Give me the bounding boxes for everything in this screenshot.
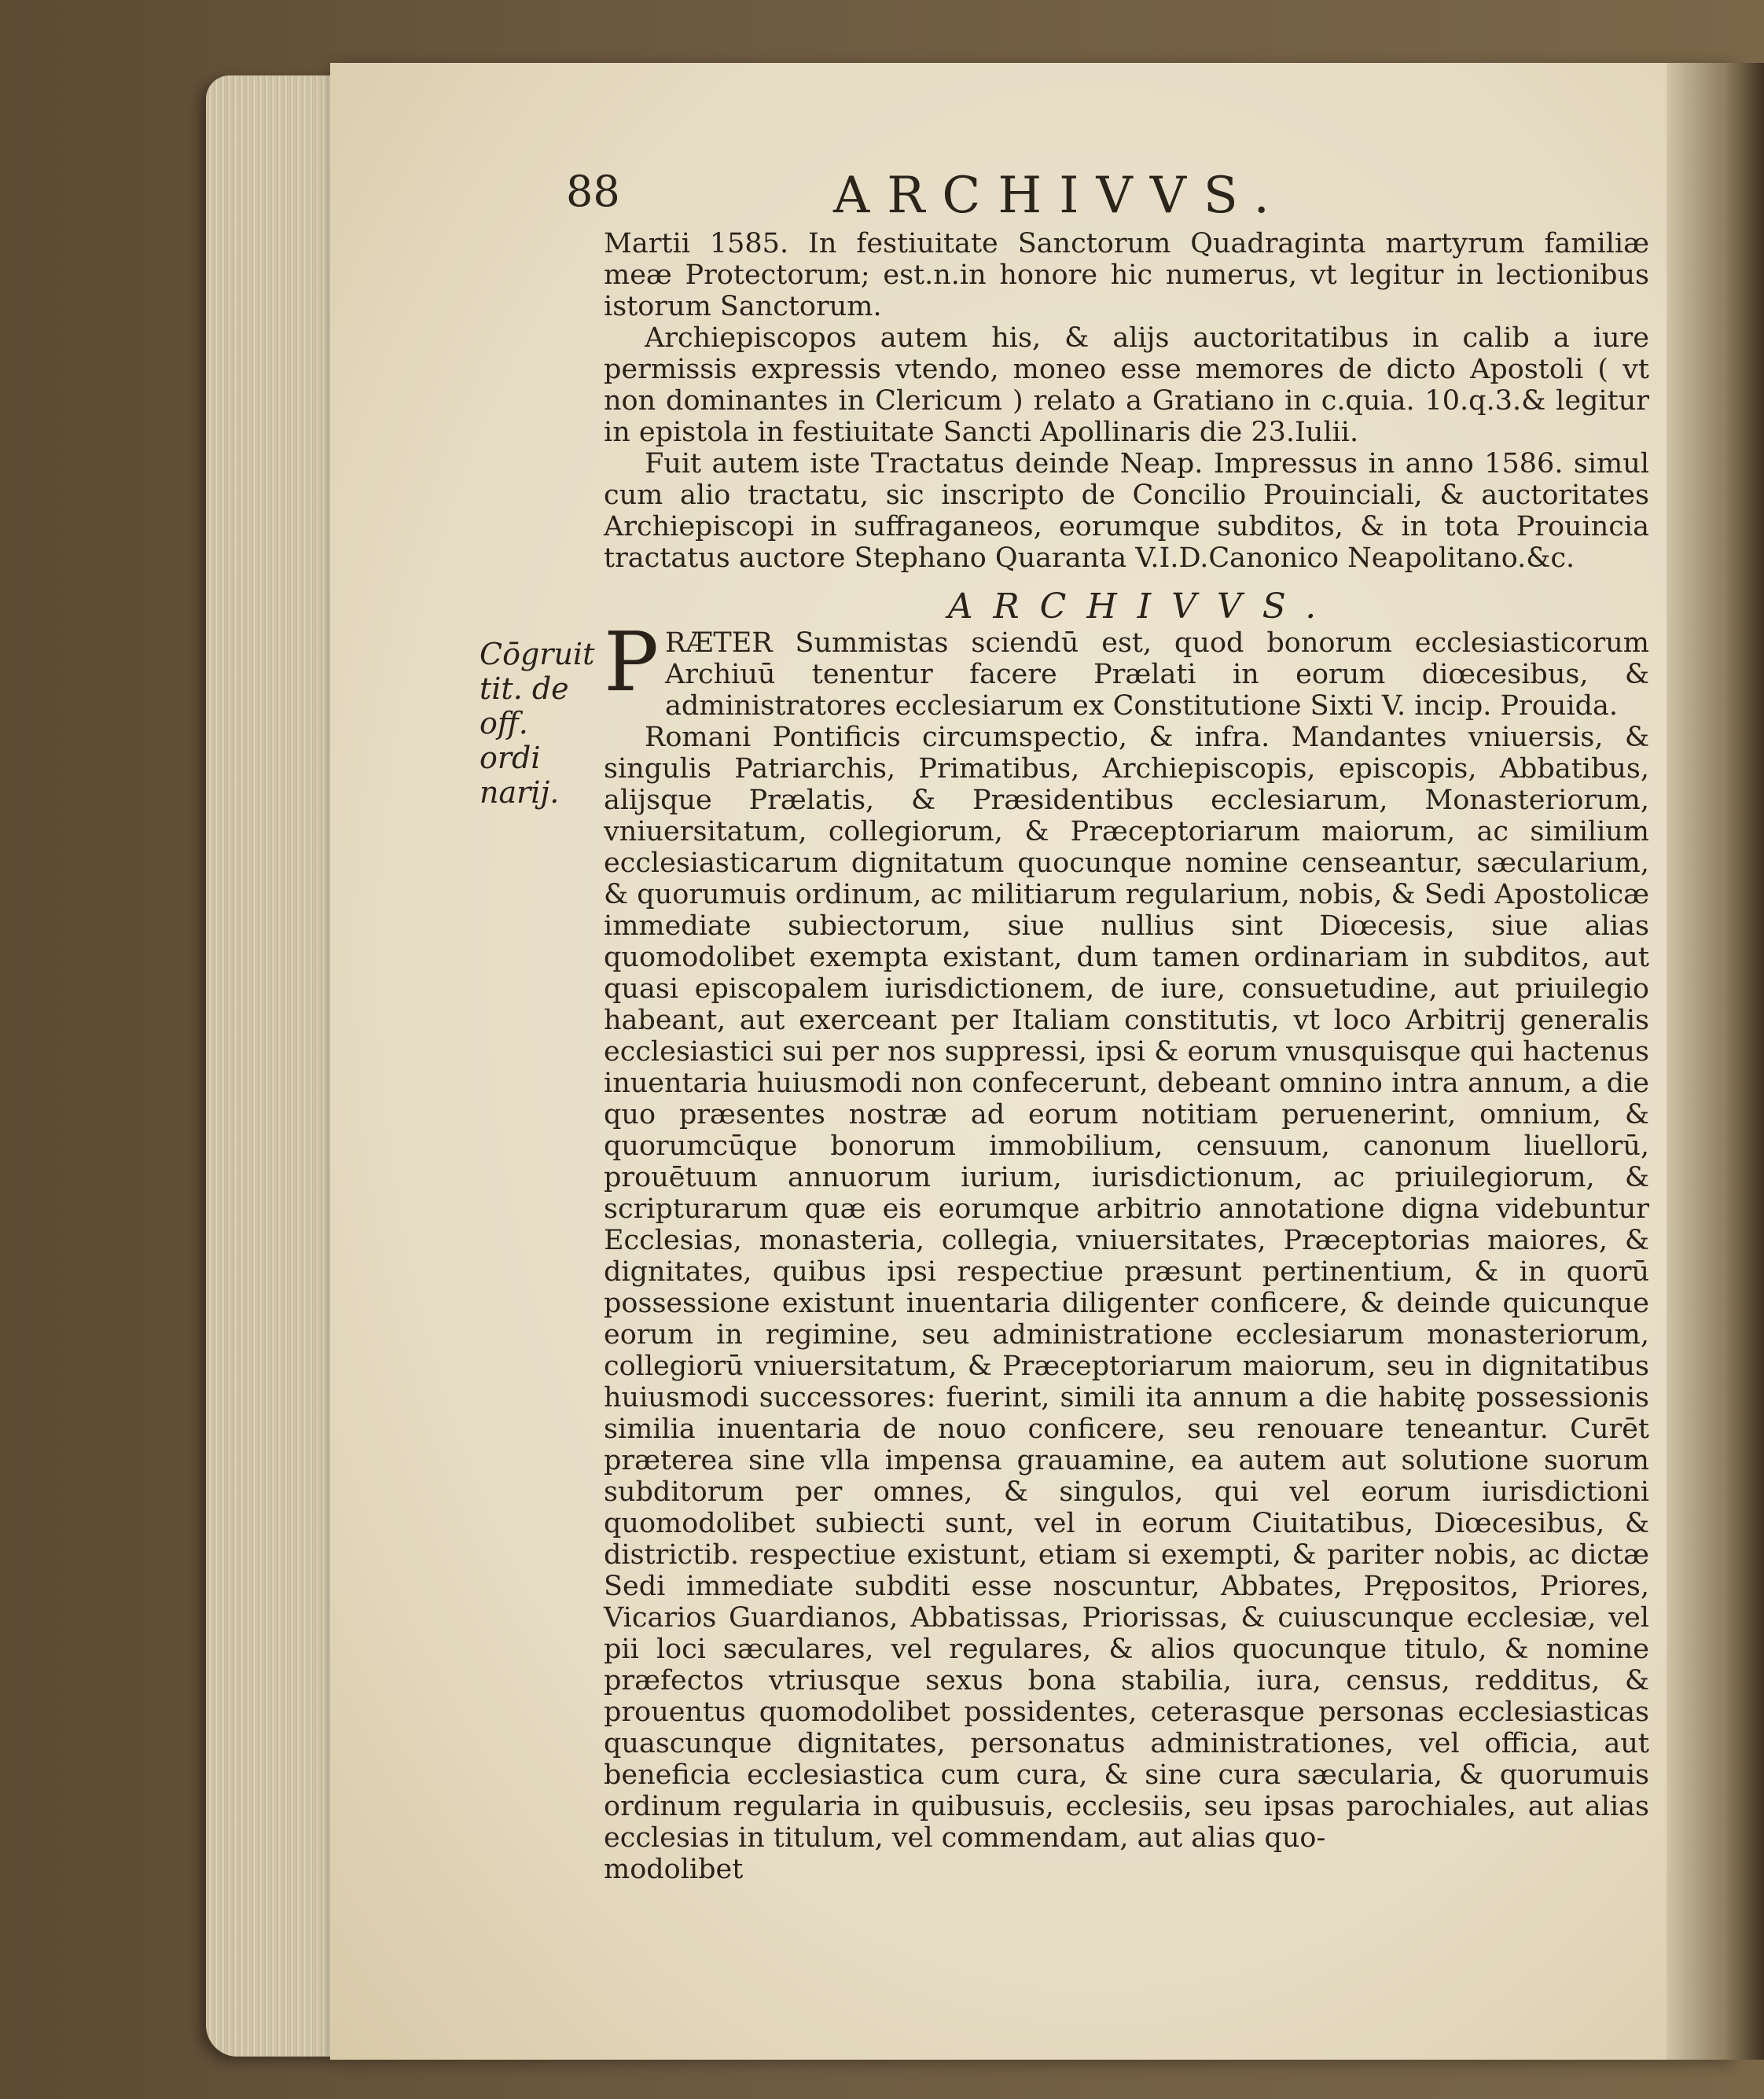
page-header [566,167,1667,230]
margin-note-line: narij. [480,775,560,810]
book-gutter [1667,63,1764,2060]
body-text [604,228,1649,1885]
margin-note-line: Cōgruit [480,637,595,671]
margin-note [480,637,597,810]
paragraph: Martii 1585. In festiuitate Sanctorum Quadraginta martyrum familiæ meæ Protectorum; est.n.in honore hic numerus, vt legitur in lectionibus istorum Sanctorum. [604,228,1649,322]
paragraph: Archiepiscopos autem his, & alijs auctoritatibus in calib a iure permissis expressis vtendo, moneo esse memores de dicto Apostoli ( vt non dominantes in Clericum ) relato a Gratiano in c.quia. 10.q.3.& legitur in epistola in festiuitate Sancti Apollinaris die 23.Iulii. [604,322,1649,448]
paragraph: Romani Pontificis circumspectio, & infra. Mandantes vniuersis, & singulis Patriarchis, Primatibus, Archiepiscopis, episcopis, Abbatibus, alijsque Prælatis, & Præsidentibus ecclesiarum, Monasteriorum, vniuersitatum, collegiorum, & Præceptoriarum maiorum, ac similium ecclesiasticarum dignitatum quocunque nomine censeantur, sæcularium, & quorumuis ordinum, ac militiarum regularium, nobis, & Sedi Apostolicæ immediate subiectorum, siue nullius sint Diœcesis, siue alias quomodolibet exempta existant, dum tamen ordinariam in subditos, aut quasi episcopalem iurisdictionem, de iure, consuetudine, aut priuilegio habeant, aut exerceant per Italiam constitutis, vt loco Arbitrij generalis ecclesiastici sui per nos suppressi, ipsi & eorum vnusquisque qui hactenus inuentaria huiusmodi non confecerunt, debeant omnino intra annum, a die quo præsentes nostræ ad eorum notitiam peruenerint, omnium, & quorumcūque bonorum immobilium, censuum, canonum liuellorū, prouētuum annuorum iurium, iurisdictionum, ac priuilegiorum, & scripturarum quæ eis eorumque arbitrio annotatione digna videbuntur Ecclesias, monasteria, collegia, vniuersitates, Præceptorias maiores, & dignitates, quibus ipsi respectiue præsunt pertinentium, & in quorū possessione existunt inuentaria diligenter conficere, & deinde quicunque eorum in regimine, seu administratione ecclesiarum monasteriorum, collegiorū vniuersitatum, & Præceptoriarum maiorum, seu in dignitatibus huiusmodi successores: fuerint, simili ita annum a die habitę possessionis similia inuentaria de nouo conficere, seu renouare teneantur. Curēt præterea sine vlla impensa grauamine, ea autem aut solutione suorum subditorum per omnes, & singulos, qui vel eorum iurisdictioni quomodolibet subiecti sunt, vel in eorum Ciuitatibus, Diœcesibus, & districtib. respectiue existunt, etiam si exempti, & pariter nobis, ac dictæ Sedi immediate subditi esse noscuntur, Abbates, Prępositos, Priores, Vicarios Guardianos, Abbatissas, Priorissas, & cuiuscunque ecclesiæ, vel pii loci sæculares, vel regulares, & alios quocunque titulo, & nomine præfectos vtriusque sexus bona stabilia, iura, census, redditus, & prouentus quomodolibet possidentes, ceterasque personas ecclesiasticas quascunque dignitates, personatus administrationes, vel officia, aut beneficia ecclesiastica cum cura, & sine cura sæcularia, & quorumuis ordinum regularia in quibusuis, ecclesiis, seu ipsas parochiales, aut alias ecclesias in titulum, vel commendam, aut alias quo- [604,722,1649,1854]
page-number: 88 [566,167,620,216]
running-title: ARCHIVVS. [833,167,1287,225]
section-first-paragraph-text: RÆTER Summistas sciendū est, quod bonorum ecclesiasticorum Archiuū tenentur facere Prælati in eorum diœcesibus, & administratores ecclesiarum ex Constitutione Sixti V. incip. Prouida. [664,627,1649,722]
section-first-paragraph [604,614,1649,722]
margin-note-line: off. ordi [480,706,541,775]
paragraph: Fuit autem iste Tractatus deinde Neap. Impressus in anno 1586. simul cum alio tractatu, sic inscripto de Concilio Prouinciali, & auctoritates Archiepiscopi in suffraganeos, eorumque subditos, & in tota Prouincia tractatus auctore Stephano Quaranta V.I.D.Canonico Neapolitano.&c. [604,448,1649,574]
book-page-edges [206,75,340,2057]
margin-note-line: tit. de [480,671,569,706]
section-title: ARCHIVVS. [947,586,1337,627]
drop-cap: P [604,614,659,710]
catchword: modolibet [604,1854,744,1885]
